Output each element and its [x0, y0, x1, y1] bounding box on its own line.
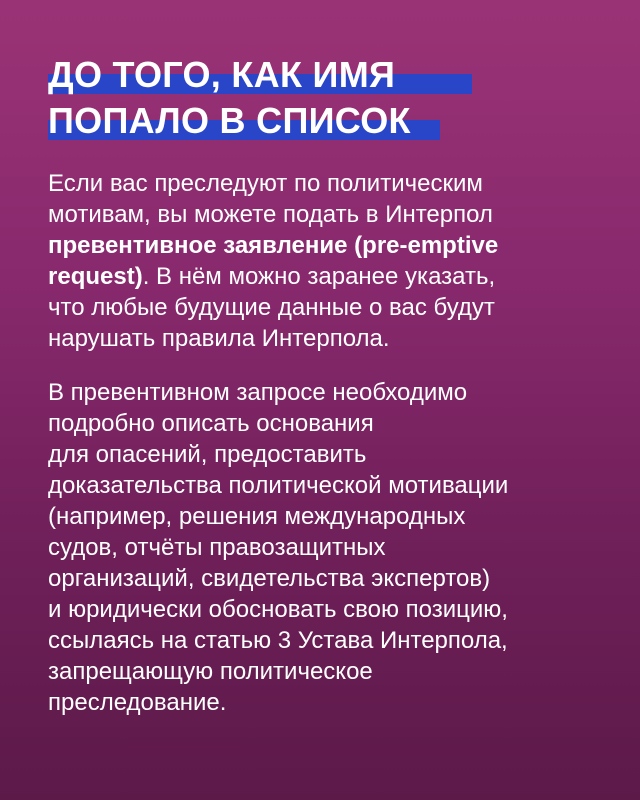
paragraph-line: что любые будущие данные о вас будут — [48, 294, 495, 321]
paragraph-preemptive-request — [48, 168, 608, 354]
paragraph-line: мотивам, вы можете подать в Интерпол — [48, 201, 493, 228]
bold-term: request) — [48, 263, 143, 290]
paragraph-line: подробно описать основания — [48, 410, 374, 437]
paragraph-line-mixed — [48, 261, 608, 292]
paragraph-line: судов, отчёты правозащитных — [48, 534, 386, 561]
headline-text-2: ПОПАЛО В СПИСОК — [48, 100, 411, 141]
paragraph-line: и юридически обосновать свою позицию, — [48, 596, 508, 623]
headline — [48, 54, 608, 146]
paragraph-line: доказательства политической мотивации — [48, 472, 509, 499]
paragraph-line: В превентивном запросе необходимо — [48, 379, 468, 406]
headline-line-1 — [48, 54, 608, 100]
headline-line-2 — [48, 100, 608, 146]
paragraph-line: нарушать правила Интерпола. — [48, 325, 390, 352]
paragraph-line: организаций, свидетельства экспертов) — [48, 565, 491, 592]
paragraph-line: запрещающую политическое — [48, 658, 373, 685]
paragraph-request-details — [48, 377, 608, 718]
paragraph-line-rest: . В нём можно заранее указать, — [142, 263, 496, 290]
paragraph-line: преследование. — [48, 689, 227, 716]
paragraph-line: ссылаясь на статью 3 Устава Интерпола, — [48, 627, 508, 654]
headline-text-1: ДО ТОГО, КАК ИМЯ — [48, 54, 396, 95]
paragraph-line: Если вас преследуют по политическим — [48, 170, 483, 197]
paragraph-line-bold: превентивное заявление (pre-emptive — [48, 232, 499, 259]
paragraph-line: (например, решения международных — [48, 503, 466, 530]
paragraph-line: для опасений, предоставить — [48, 441, 367, 468]
